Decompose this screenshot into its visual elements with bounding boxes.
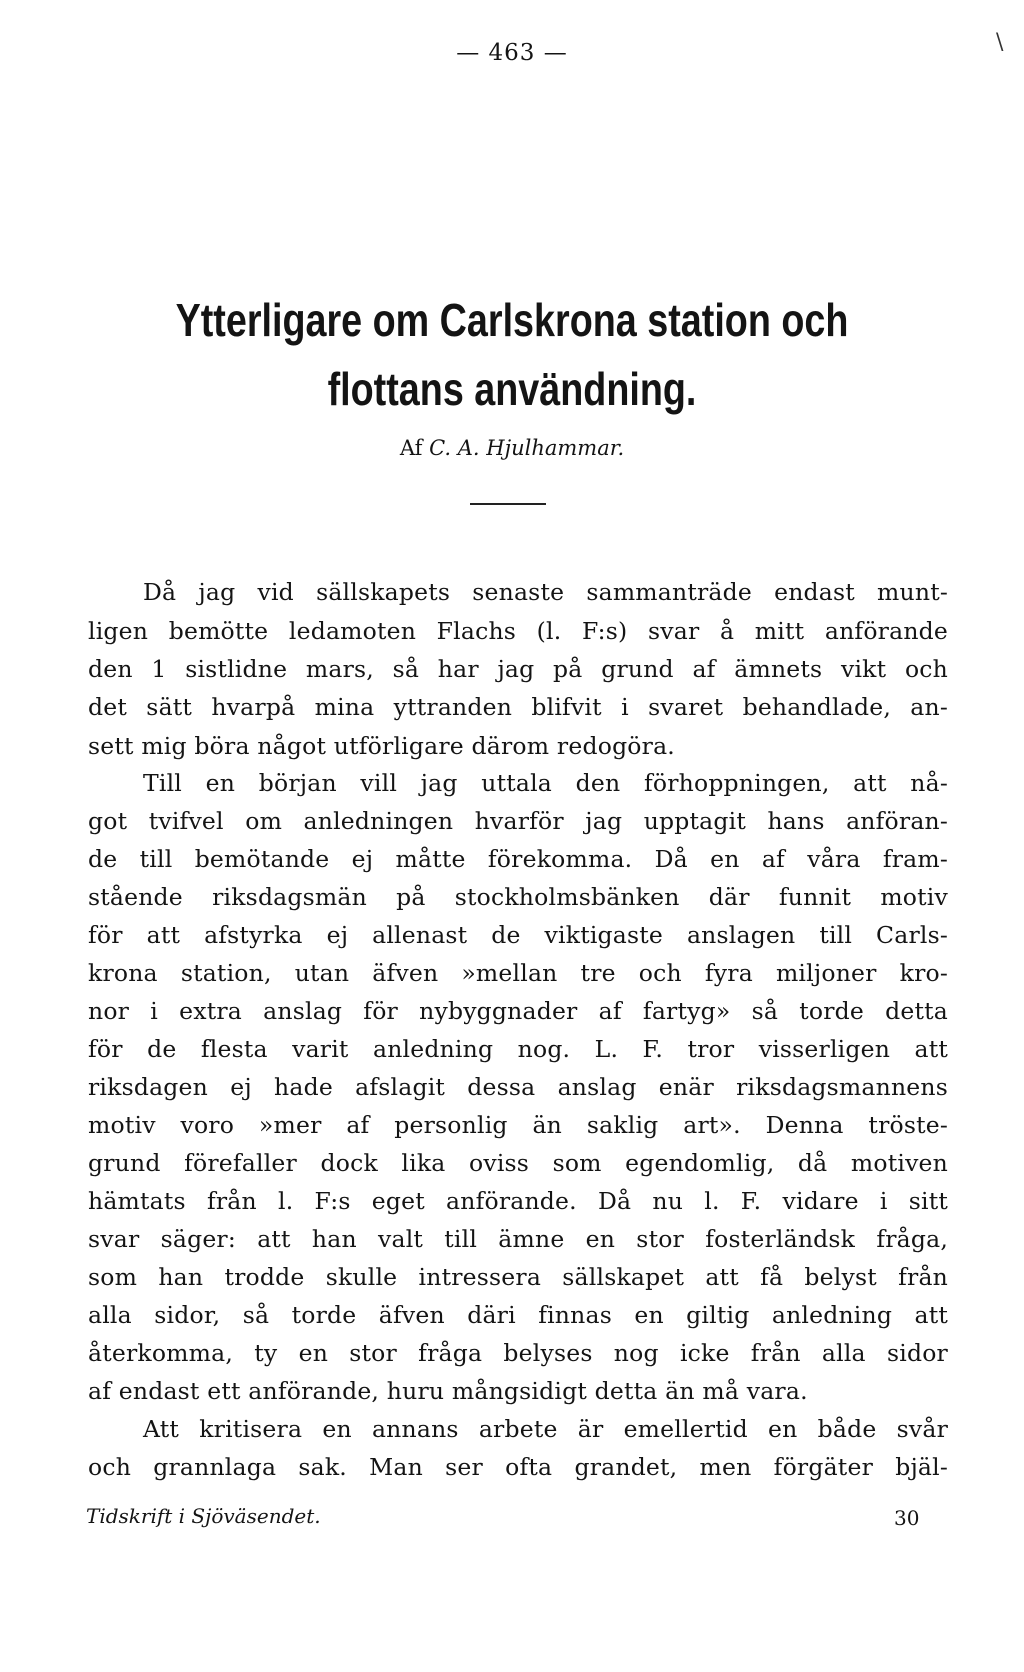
article-title-line-2: flottans användning. — [327, 363, 697, 415]
signature-mark: 30 — [894, 1506, 920, 1530]
body-line: riksdagen ej hade afslagit dessa anslag enär riksdagsmannens — [88, 1073, 948, 1101]
body-line: stående riksdagsmän på stockholmsbänken där funnit motiv — [88, 883, 948, 911]
author-byline — [0, 436, 1024, 460]
body-line: hämtats från l. F:s eget anförande. Då nu l. F. vidare i sitt — [88, 1187, 948, 1215]
page-number: — 463 — — [456, 40, 568, 66]
body-line: för de flesta varit anledning nog. L. F. tror visserligen att — [88, 1035, 948, 1063]
author-prefix: Af — [399, 436, 423, 460]
body-line: sett mig böra något utförligare därom redogöra. — [88, 732, 675, 760]
body-line: Att kritisera en annans arbete är emellertid en både svår — [143, 1415, 948, 1443]
body-line: svar säger: att han valt till ämne en stor fosterländsk fråga, — [88, 1225, 948, 1253]
article-title-line-1: Ytterligare om Carlskrona station och — [175, 294, 849, 346]
body-line: det sätt hvarpå mina yttranden blifvit i svaret behandlade, an- — [88, 693, 948, 721]
body-line: Då jag vid sällskapets senaste sammanträde endast munt- — [143, 578, 948, 606]
title-divider — [470, 503, 546, 505]
body-line: got tvifvel om anledningen hvarför jag upptagit hans anföran- — [88, 807, 948, 835]
body-line: motiv voro »mer af personlig än saklig art». Denna tröste- — [88, 1111, 948, 1139]
body-line: de till bemötande ej måtte förekomma. Då en af våra fram- — [88, 845, 948, 873]
body-line: af endast ett anförande, huru mångsidigt detta än må vara. — [88, 1377, 808, 1405]
journal-footer: Tidskrift i Sjöväsendet. — [86, 1504, 321, 1528]
body-line: krona station, utan äfven »mellan tre och fyra miljoner kro- — [88, 959, 948, 987]
body-line: nor i extra anslag för nybyggnader af fartyg» så torde detta — [88, 997, 948, 1025]
body-line: alla sidor, så torde äfven däri finnas en giltig anledning att — [88, 1301, 948, 1329]
body-line: och grannlaga sak. Man ser ofta grandet, men förgäter bjäl- — [88, 1453, 948, 1481]
body-line: för att afstyrka ej allenast de viktigaste anslagen till Carls- — [88, 921, 948, 949]
body-line: den 1 sistlidne mars, så har jag på grund af ämnets vikt och — [88, 655, 948, 683]
body-line: återkomma, ty en stor fråga belyses nog icke från alla sidor — [88, 1339, 948, 1367]
body-line: Till en början vill jag uttala den förhoppningen, att nå- — [143, 769, 948, 797]
body-line: grund förefaller dock lika oviss som egendomlig, då motiven — [88, 1149, 948, 1177]
body-line: ligen bemötte ledamoten Flachs (l. F:s) svar å mitt anförande — [88, 617, 948, 645]
corner-mark: \ — [996, 30, 1004, 55]
body-line: som han trodde skulle intressera sällskapet att få belyst från — [88, 1263, 948, 1291]
author-name: C. A. Hjulhammar. — [429, 436, 625, 460]
